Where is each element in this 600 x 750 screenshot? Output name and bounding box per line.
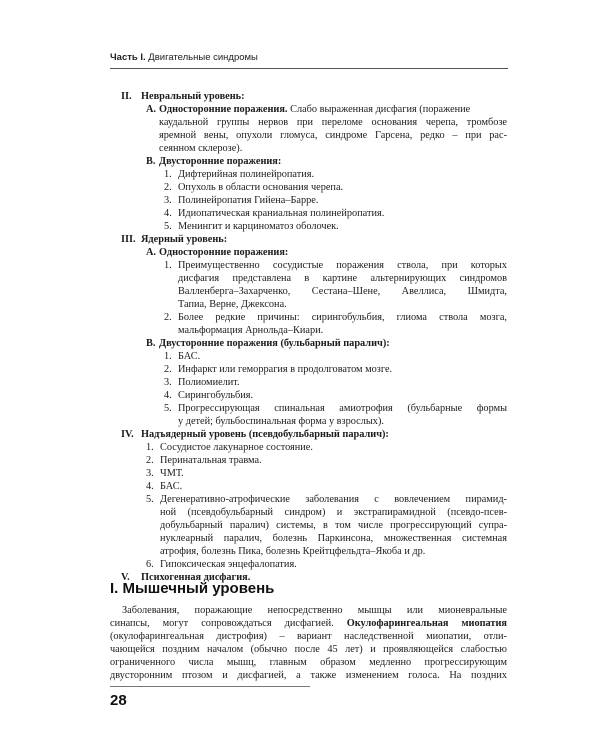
list-num: 3. <box>146 468 154 479</box>
list-item: ЧМТ. <box>160 468 184 479</box>
outline-num: B. <box>146 156 156 167</box>
list-item-cont: Валленберга–Захарченко, Сестана–Шене, Авеллиса, Шмидта, <box>178 286 507 297</box>
list-num: 4. <box>146 481 154 492</box>
header-title: Двигательные синдромы <box>148 52 258 63</box>
list-item-cont: добульбарный паралич) системы, в том числе прогрессирующий супра- <box>160 520 507 531</box>
list-num: 3. <box>164 377 172 388</box>
list-item: Дифтерийная полинейропатия. <box>178 169 315 180</box>
paragraph-line: Заболевания, поражающие непосредственно мышцы или мионевральные <box>122 605 507 616</box>
subheading: Двусторонние поражения (бульбарный паралич): <box>159 338 390 349</box>
list-num: 2. <box>164 312 172 323</box>
list-num: 5. <box>146 494 154 505</box>
list-item-cont: у детей; бульбоспинальная форма у взрослых). <box>178 416 384 427</box>
list-item: Полинейропатия Гийена–Барре. <box>178 195 319 206</box>
term-bold: Окулофарингеальная миопатия <box>346 618 507 629</box>
outline-num: B. <box>146 338 156 349</box>
outline-heading: Психогенная дисфагия. <box>141 572 251 583</box>
outline-num: A. <box>146 104 157 115</box>
list-item: Опухоль в области основания черепа. <box>178 182 344 193</box>
running-header <box>110 52 510 63</box>
list-num: 4. <box>164 208 172 219</box>
list-num: 1. <box>164 351 172 362</box>
text-run: Слабо выраженная дисфагия (поражение <box>290 104 471 115</box>
list-item: Инфаркт или геморрагия в продолговатом мозге. <box>178 364 393 375</box>
list-num: 1. <box>164 260 172 271</box>
list-item-cont: атрофия, болезнь Пика, болезнь Крейтцфельдта–Якоба и др. <box>160 546 426 557</box>
list-num: 2. <box>164 182 172 193</box>
header-part: Часть I. <box>110 52 146 63</box>
outline-heading: Надъядерный уровень (псевдобульбарный паралич): <box>141 429 389 440</box>
list-item-cont: мальформация Арнольда–Киари. <box>178 325 324 336</box>
subheading: Односторонние поражения. <box>159 104 288 115</box>
list-item-cont: дисфагия представлена в картине альтернирующих синдромов <box>178 273 507 284</box>
footer-rule <box>110 686 310 687</box>
list-item: Перинатальная травма. <box>160 455 262 466</box>
paragraph-line: чающейся поздним началом (обычно после 45 лет) и проявляющейся слабостью <box>110 644 507 655</box>
list-item: Дегенеративно-атрофические заболевания с вовлечением пирамид- <box>160 494 507 505</box>
list-item: Полиомиелит. <box>178 377 240 388</box>
outline-text: яремной вены, опухоли гломуса, синдроме Гарсена, редко – при рас- <box>159 130 507 141</box>
header-rule <box>110 68 508 69</box>
list-item: Сирингобульбия. <box>178 390 254 401</box>
list-item: Менингит и карциноматоз оболочек. <box>178 221 339 232</box>
page-number: 28 <box>110 692 127 709</box>
list-item: Идиопатическая краниальная полинейропатия. <box>178 208 385 219</box>
list-num: 1. <box>146 442 154 453</box>
paragraph-line: ограниченного числа мышц, главным образом медленно прогрессирующим <box>110 657 507 668</box>
list-item: БАС. <box>178 351 201 362</box>
outline-num: IV. <box>121 429 134 440</box>
list-item: Более редкие причины: сирингобульбия, глиома ствола мозга, <box>178 312 507 323</box>
outline-text <box>159 103 470 116</box>
outline-num: V. <box>121 572 130 583</box>
section-title: I. Мышечный уровень <box>110 580 275 597</box>
outline-heading: Ядерный уровень: <box>141 234 228 245</box>
outline-heading: Невральный уровень: <box>141 91 245 102</box>
list-item-cont: нуклеарный паралич, болезнь Паркинсона, множественная системная <box>160 533 507 544</box>
list-item: БАС. <box>160 481 183 492</box>
list-item-cont: ной (псевдобульбарный синдром) и экстрапирамидной (псевдо-псев- <box>160 507 507 518</box>
outline-text: сеянном склерозе). <box>159 143 243 154</box>
list-num: 2. <box>146 455 154 466</box>
list-num: 4. <box>164 390 172 401</box>
list-item: Сосудистое лакунарное состояние. <box>160 442 313 453</box>
outline-text: каудальной группы нервов при переломе основания черепа, тромбозе <box>159 117 507 128</box>
list-item: Преимущественно сосудистые поражения ствола, при которых <box>178 260 507 271</box>
list-num: 5. <box>164 403 172 414</box>
list-num: 2. <box>164 364 172 375</box>
list-item: Гипоксическая энцефалопатия. <box>160 559 297 570</box>
outline-num: A. <box>146 247 157 258</box>
subheading: Односторонние поражения: <box>159 247 289 258</box>
list-num: 3. <box>164 195 172 206</box>
list-item: Прогрессирующая спинальная амиотрофия (бульбарные формы <box>178 403 507 414</box>
paragraph-line: двусторонним птозом и дисфагией, а также изменением голоса. На поздних <box>110 670 507 681</box>
list-num: 5. <box>164 221 172 232</box>
text-run: синапсы, могут сопровождаться дисфагией. <box>110 618 334 629</box>
outline-num: II. <box>121 91 132 102</box>
list-num: 1. <box>164 169 172 180</box>
list-item-cont: Тапиа, Верне, Джексона. <box>178 299 287 310</box>
paragraph-line: (окулофарингеальная дистрофия) – вариант наследственной миопатии, отли- <box>110 631 507 642</box>
subheading: Двусторонние поражения: <box>159 156 282 167</box>
paragraph-line <box>110 617 507 630</box>
list-num: 6. <box>146 559 154 570</box>
outline-num: III. <box>121 234 136 245</box>
